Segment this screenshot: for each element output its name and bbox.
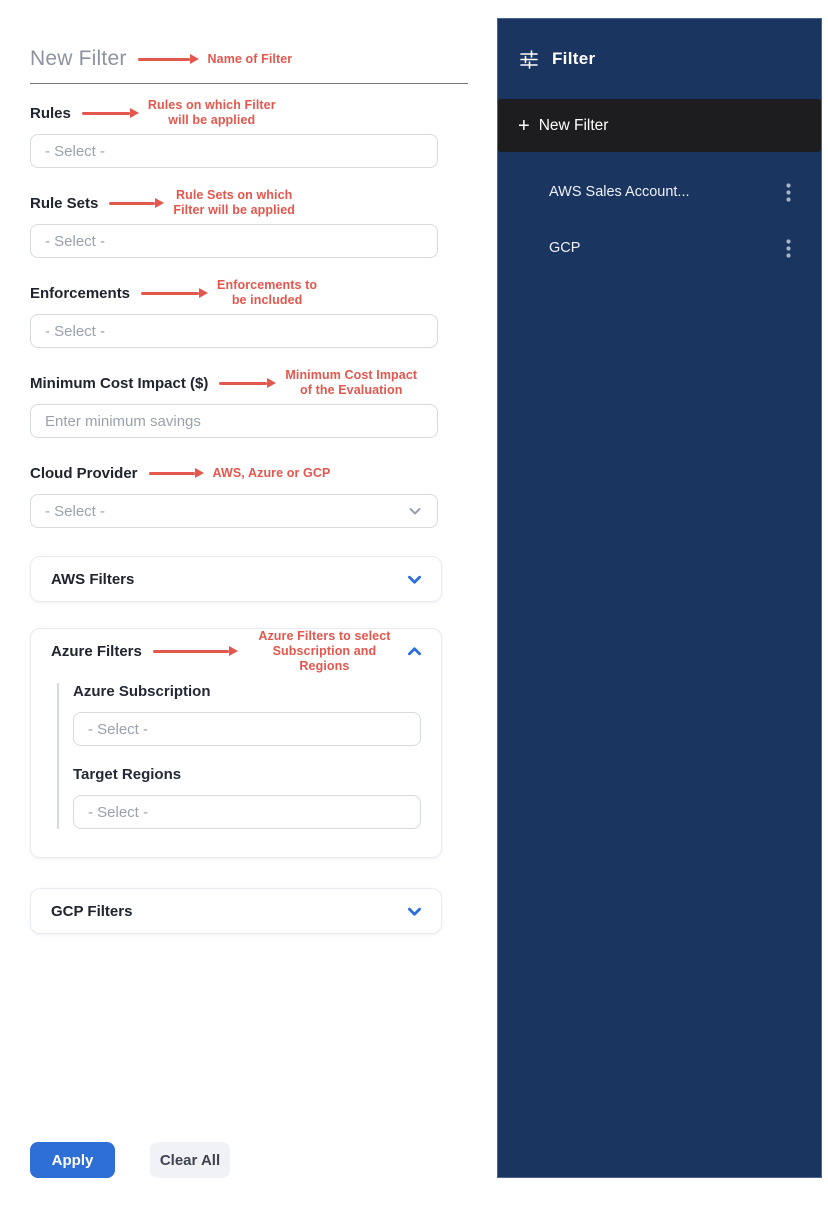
plus-icon: + [518,114,530,137]
annotation-arrow [109,198,164,208]
saved-filters-list [498,152,821,276]
aws-filters-label: AWS Filters [51,570,135,588]
clear-all-button[interactable]: Clear All [150,1142,230,1178]
annotation-arrow [219,378,276,388]
cloud-provider-select[interactable]: - Select - [30,494,438,528]
field-min-cost-impact [30,368,438,438]
rule-sets-label: Rule Sets [30,194,99,212]
form-actions [30,1142,438,1178]
sidebar-header [498,19,821,99]
chevron-up-icon[interactable] [406,643,423,660]
apply-button[interactable]: Apply [30,1142,115,1178]
chevron-down-icon [407,503,423,519]
annotation-name-of-filter: Name of Filter [207,51,293,66]
annotation-azure-filters: Azure Filters to select Subscription and Regions [258,628,391,673]
filter-item-label: AWS Sales Account... [549,184,690,200]
rules-select[interactable]: - Select - [30,134,438,168]
gcp-filters-card [30,888,442,934]
filter-sidebar [497,18,822,1178]
rules-label: Rules [30,104,71,122]
annotation-arrow [82,108,139,118]
annotation-arrow [138,54,199,64]
azure-filters-header[interactable] [31,629,441,673]
filter-sliders-icon [518,48,540,70]
min-cost-impact-label: Minimum Cost Impact ($) [30,374,209,392]
filter-list-item[interactable] [498,220,821,276]
field-rule-sets [30,188,438,258]
filter-item-label: GCP [549,240,581,256]
enforcements-select[interactable]: - Select - [30,314,438,348]
kebab-menu-icon[interactable] [786,239,791,258]
annotation-arrow [141,288,208,298]
enforcements-label: Enforcements [30,284,131,302]
sidebar-title: Filter [552,49,596,68]
azure-filters-label: Azure Filters [51,642,142,660]
cloud-provider-label: Cloud Provider [30,464,138,482]
filter-name-row [30,44,438,74]
annotation-enforcements: Enforcements to be included [217,278,318,307]
field-rules [30,98,438,168]
azure-filters-card [30,628,442,858]
annotation-arrow [153,646,238,656]
new-filter-form [30,44,438,1178]
gcp-filters-label: GCP Filters [51,902,133,920]
field-enforcements [30,278,438,348]
annotation-cloud-provider: AWS, Azure or GCP [212,465,331,480]
rule-sets-select[interactable]: - Select - [30,224,438,258]
new-filter-button[interactable]: + New Filter [498,99,821,152]
field-cloud-provider [30,458,438,528]
gcp-filters-header[interactable] [31,889,441,933]
aws-filters-card [30,556,442,602]
aws-filters-header[interactable] [31,557,441,601]
azure-filters-body [31,683,441,857]
annotation-rules: Rules on which Filter will be applied [147,98,276,127]
azure-subscription-label: Azure Subscription [73,683,211,700]
title-divider [30,83,468,84]
target-regions-select[interactable]: - Select - [73,795,421,829]
azure-subscription-select[interactable]: - Select - [73,712,421,746]
annotation-arrow [149,468,204,478]
target-regions-label: Target Regions [73,766,182,783]
annotation-rule-sets: Rule Sets on which Filter will be applied [173,188,296,217]
filter-list-item[interactable] [498,164,821,220]
kebab-menu-icon[interactable] [786,183,791,202]
chevron-down-icon[interactable] [406,903,423,920]
filter-name-input[interactable]: New Filter [30,47,127,70]
annotation-min-cost-impact: Minimum Cost Impact of the Evaluation [285,368,418,397]
chevron-down-icon[interactable] [406,571,423,588]
min-savings-input[interactable] [30,404,438,438]
